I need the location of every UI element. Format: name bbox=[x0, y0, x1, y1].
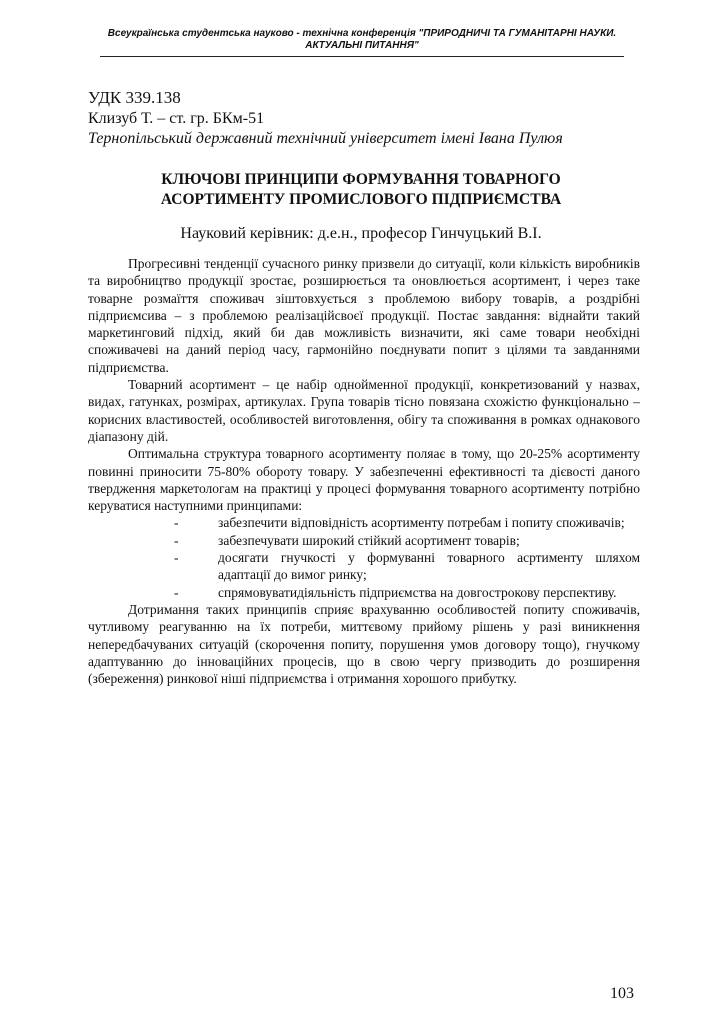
paper-title-line-1: КЛЮЧОВІ ПРИНЦИПИ ФОРМУВАННЯ ТОВАРНОГО bbox=[161, 171, 561, 188]
principles-list bbox=[88, 514, 640, 600]
list-item bbox=[88, 514, 640, 531]
paragraph: Прогресивні тенденції сучасного ринку призвели до ситуації, коли кількість виробників та виробництво продукції зростає, розширюється та оновлюється асортимент, і через таке товарне розмаїття споживач зіштовхується з проблемою вибору товарів, а роздрібні підприємсива – з проблемою реалізаційсвоєї продукції. Постає завдання: віднайти такий маркетинговий підхід, який би дав можливість визначити, які саме товари необхідні споживачеві на даний період часу, гармонійно поєднувати попит з цілями та завданнями підприємства. bbox=[88, 256, 640, 375]
list-item bbox=[88, 532, 640, 549]
paragraph: Дотримання таких принципів сприяє врахуванню особливостей попиту споживачів, чутливому реагуванню на їх потреби, миттєвому прийому рішень у разі виникнення непередбачуваних ситуацій (скорочення попиту, порушення умов договору тощо), гнучкому адаптуванню до інноваційних процесів, що в свою чергу призводить до розширення (збереження) ринкової ніші підприємства і отримання хорошого прибутку. bbox=[88, 601, 640, 687]
list-item bbox=[88, 584, 640, 601]
list-marker: - bbox=[174, 532, 179, 548]
conference-header-line-1: Всеукраїнська студентська науково - технічна конференція "ПРИРОДНИЧІ ТА ГУМАНІТАРНІ НАУКИ. bbox=[107, 28, 617, 39]
list-marker: - bbox=[174, 584, 179, 600]
paper-body bbox=[88, 255, 640, 687]
list-item bbox=[88, 549, 640, 584]
conference-header bbox=[60, 28, 664, 52]
affiliation: Тернопільський державний технічний університет імені Івана Пулюя bbox=[88, 130, 563, 147]
paper-title bbox=[88, 170, 634, 210]
paragraph: Оптимальна структура товарного асортименту поляає в тому, що 20-25% асортименту повинні приносити 75-80% обороту товару. У забезпеченні ефективності та дієвості даного твердження маркетологам на практиці у процесі формування товарного асортименту потрібно керуватися наступними принципами: bbox=[88, 446, 640, 514]
author-line: Клизуб Т. – ст. гр. БКм-51 bbox=[88, 110, 265, 127]
list-marker: - bbox=[174, 515, 179, 531]
paragraph: Товарний асортимент – це набір однойменної продукції, конкретизований у назвах, видах, гатунках, розмірах, артикулах. Група товарів тісно повязана схожістю функціонально – корисних властивостей, особливостей виготовлення, обігу та споживання в ромках однакового діапазону дій. bbox=[88, 377, 640, 444]
list-item-text: спрямовуватидіяльність підприємства на довгострокову перспективу. bbox=[218, 584, 617, 600]
conference-header-line-2: АКТУАЛЬНІ ПИТАННЯ" bbox=[305, 40, 419, 51]
header-divider bbox=[100, 56, 624, 57]
list-marker: - bbox=[174, 550, 179, 566]
udk-code: УДК 339.138 bbox=[88, 88, 181, 107]
list-item-text: забезпечити відповідність асортименту потребам і попиту споживачів; bbox=[218, 515, 625, 531]
list-item-text: досягати гнучкості у формуванні товарного асртименту шляхом адаптації до вимог ринку; bbox=[218, 550, 640, 583]
paper-title-line-2: АСОРТИМЕНТУ ПРОМИСЛОВОГО ПІДПРИЄМСТВА bbox=[160, 191, 562, 208]
list-item-text: забезпечувати широкий стійкий асортимент товарів; bbox=[218, 532, 520, 548]
page-number: 103 bbox=[610, 985, 634, 1002]
supervisor-line: Науковий керівник: д.е.н., професор Гинчуцький В.І. bbox=[180, 225, 542, 242]
